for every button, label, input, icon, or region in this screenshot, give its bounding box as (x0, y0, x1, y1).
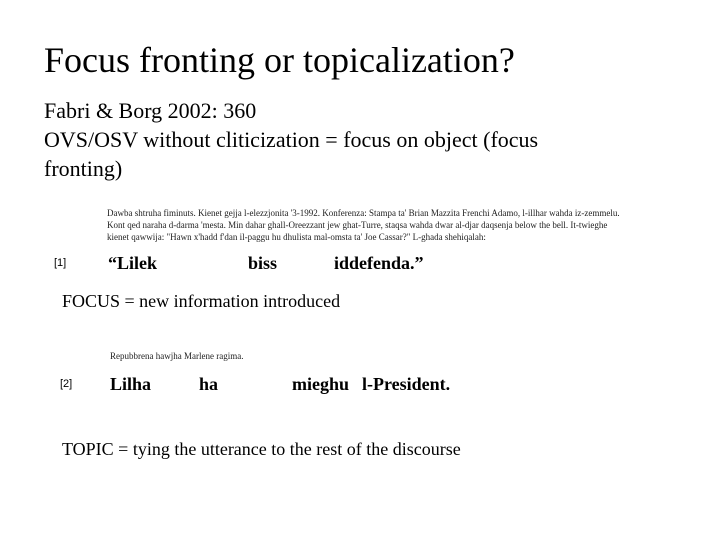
example1-word-3: iddefenda.” (334, 253, 424, 273)
topic-note: TOPIC = tying the utterance to the rest of the discourse (62, 439, 461, 459)
example2-word-2: ha (199, 374, 219, 394)
example2-word-4: l-President. (362, 374, 451, 394)
citation-line: Fabri & Borg 2002: 360 (44, 98, 257, 123)
example2-word-1: Lilha (110, 374, 152, 394)
slide-title: Focus fronting or topicalization? (44, 40, 515, 80)
focus-note: FOCUS = new information introduced (62, 291, 341, 311)
example1-number: [1] (54, 257, 67, 269)
example1-word-1: “Lilek (108, 253, 158, 273)
example1-context: Dawba shtruha fiminuts. Kienet gejja l-elezzjonita '3-1992. Konferenza: Stampa ta' Brian Mazzita Frenchi Adamo, l-illhar wahda iz-zemmelu. Kont qed naraha d-darma 'mesta. Min dahar ghall-Oreezzant jew ghat-Turre, staqsa wahda dwar al-djar daqsenja below the bell. It-twieghe kienet qawwija: "Hawn x'hadd f'dan il-paggu hu dhulista mal-omsta ta' Joe Cassar?" L-ghada shehiqalah: (107, 208, 620, 242)
description-line: OVS/OSV without cliticization = focus on object (focus fronting) (44, 127, 539, 181)
example2-context: Repubbrena hawjha Marlene ragima. (110, 351, 244, 361)
example1-word-2: biss (248, 253, 278, 273)
subtitle (44, 96, 604, 183)
example2-number: [2] (60, 378, 73, 390)
example2-word-3: mieghu (292, 374, 350, 394)
